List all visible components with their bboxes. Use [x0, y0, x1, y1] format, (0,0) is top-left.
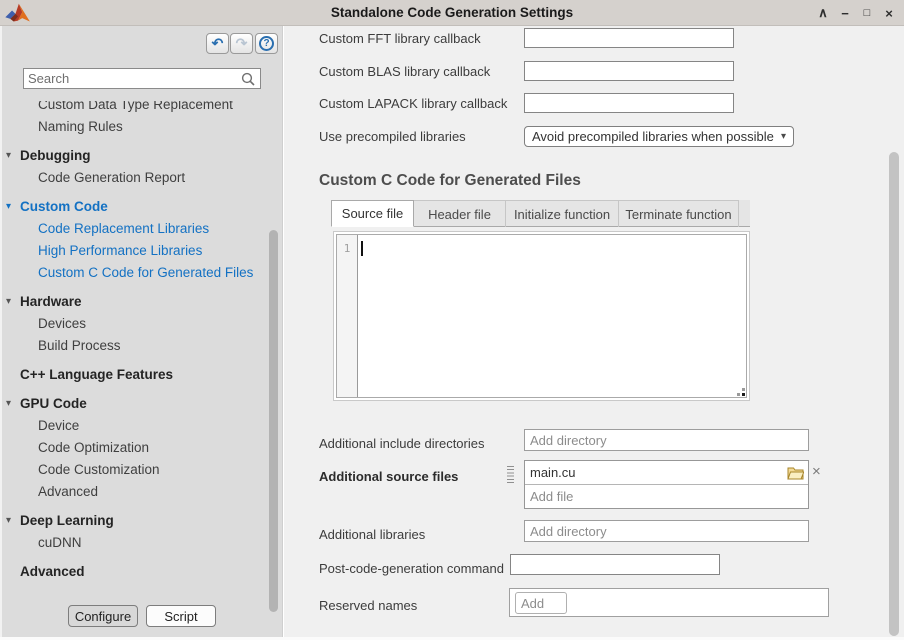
blas-callback-input[interactable]	[524, 61, 734, 81]
sidebar-scrollbar[interactable]	[269, 230, 278, 612]
settings-sidebar	[0, 26, 283, 637]
back-arrow-icon: ↶	[211, 35, 224, 51]
custom-code-tabstrip	[331, 200, 750, 227]
sidebar-group-cpp-language-features[interactable]	[0, 364, 266, 386]
add-file-row[interactable]	[525, 485, 808, 508]
code-editor	[336, 234, 747, 398]
sidebar-group-hardware[interactable]	[0, 291, 266, 313]
window-title: Standalone Code Generation Settings	[330, 5, 574, 20]
sidebar-item-devices[interactable]	[0, 313, 266, 335]
forward-button[interactable]	[230, 33, 253, 54]
add-file-placeholder: Add file	[530, 489, 574, 504]
sidebar-item-code-customization[interactable]	[0, 459, 266, 481]
sidebar-item-label: Code Optimization	[38, 440, 150, 455]
custom-c-code-section-title: Custom C Code for Generated Files	[319, 172, 581, 189]
sidebar-toolbar	[0, 33, 283, 57]
lapack-callback-input[interactable]	[524, 93, 734, 113]
sidebar-group-custom-code[interactable]	[0, 196, 266, 218]
sidebar-item-high-performance-libraries[interactable]	[0, 240, 266, 262]
sidebar-item-device[interactable]	[0, 415, 266, 437]
sidebar-item-label: Code Customization	[38, 462, 160, 477]
reserved-names-add-input[interactable]	[515, 592, 567, 614]
minimize-window-icon[interactable]: −	[841, 5, 849, 21]
collapse-arrow-icon[interactable]: ▾	[6, 201, 12, 212]
title-bar	[0, 0, 904, 26]
maximize-window-icon[interactable]: □	[863, 7, 871, 19]
collapse-arrow-icon[interactable]: ▾	[6, 515, 12, 526]
drag-handle-icon[interactable]	[507, 466, 514, 484]
sidebar-item-naming-rules[interactable]	[0, 116, 266, 138]
script-button[interactable]: Script	[146, 605, 216, 627]
sidebar-item-label: Code Replacement Libraries	[38, 221, 210, 236]
sidebar-item-label: Custom C Code for Generated Files	[38, 265, 254, 280]
tab-header-file[interactable]: Header file	[414, 200, 506, 227]
collapse-arrow-icon[interactable]: ▾	[6, 296, 12, 307]
code-editor-frame	[333, 231, 750, 401]
sidebar-item-label: Naming Rules	[38, 119, 123, 134]
sidebar-item-label: High Performance Libraries	[38, 243, 203, 258]
sidebar-item-label: Device	[38, 418, 80, 433]
window-controls	[812, 0, 900, 26]
postcode-command-input[interactable]	[510, 554, 720, 575]
sidebar-item-label: Code Generation Report	[38, 170, 186, 185]
source-file-row[interactable]	[525, 461, 808, 485]
back-button[interactable]	[206, 33, 229, 54]
line-number: 1	[343, 242, 351, 255]
tab-source-file[interactable]: Source file	[331, 200, 414, 227]
sidebar-item-code-generation-report[interactable]	[0, 167, 266, 189]
sidebar-item-code-replacement-libraries[interactable]	[0, 218, 266, 240]
chevron-down-icon: ▾	[780, 131, 786, 142]
sidebar-item-custom-data-type-replacement[interactable]	[0, 101, 266, 116]
help-icon: ?	[259, 36, 274, 51]
precompiled-libraries-label: Use precompiled libraries	[319, 129, 466, 144]
fft-callback-input[interactable]	[524, 28, 734, 48]
dropdown-selected-value: Avoid precompiled libraries when possible	[532, 129, 774, 144]
text-cursor	[361, 241, 363, 256]
reserved-add-placeholder: Add	[521, 595, 545, 611]
precompiled-libraries-dropdown[interactable]	[524, 126, 794, 147]
source-file-name: main.cu	[530, 465, 576, 480]
remove-file-icon[interactable]: ×	[812, 463, 821, 480]
sidebar-item-label: cuDNN	[38, 535, 82, 550]
shade-window-icon[interactable]: ∧	[818, 5, 828, 20]
sidebar-item-label: Hardware	[20, 294, 82, 309]
sidebar-item-label: Debugging	[20, 148, 91, 163]
sidebar-item-cudnn[interactable]	[0, 532, 266, 554]
settings-main-panel	[284, 26, 904, 637]
sidebar-action-buttons	[0, 605, 283, 629]
settings-tree	[0, 101, 266, 606]
collapse-arrow-icon[interactable]: ▾	[6, 150, 12, 161]
sidebar-item-advanced-gpu[interactable]	[0, 481, 266, 503]
reserved-names-label: Reserved names	[319, 598, 418, 613]
sidebar-group-debugging[interactable]	[0, 145, 266, 167]
collapse-arrow-icon[interactable]: ▾	[6, 398, 12, 409]
line-number-gutter	[337, 235, 358, 397]
forward-arrow-icon: ↷	[235, 35, 248, 51]
postcode-command-label: Post-code-generation command	[319, 561, 504, 576]
sidebar-group-gpu-code[interactable]	[0, 393, 266, 415]
sidebar-item-label: Build Process	[38, 338, 121, 353]
sidebar-item-label: C++ Language Features	[20, 367, 174, 382]
sidebar-item-label: GPU Code	[20, 396, 87, 411]
blas-callback-label: Custom BLAS library callback	[319, 64, 491, 79]
code-text-area[interactable]	[358, 235, 746, 397]
help-button[interactable]	[255, 33, 278, 54]
sidebar-item-label: Advanced	[20, 564, 85, 579]
main-scrollbar[interactable]	[889, 152, 899, 636]
configure-button[interactable]: Configure	[68, 605, 138, 627]
sidebar-item-label: Custom Code	[20, 199, 108, 214]
lapack-callback-label: Custom LAPACK library callback	[319, 96, 508, 111]
sidebar-item-build-process[interactable]	[0, 335, 266, 357]
sidebar-group-deep-learning[interactable]	[0, 510, 266, 532]
search-box	[23, 68, 261, 89]
search-icon	[241, 72, 255, 86]
tab-initialize-function[interactable]: Initialize function	[506, 200, 619, 227]
additional-libraries-label: Additional libraries	[319, 527, 426, 542]
include-directories-input[interactable]	[524, 429, 809, 451]
sidebar-group-advanced[interactable]	[0, 561, 266, 583]
search-input[interactable]	[24, 71, 241, 86]
sidebar-item-custom-c-code-for-generated-files[interactable]	[0, 262, 266, 284]
sidebar-item-label: Advanced	[38, 484, 99, 499]
sidebar-item-code-optimization[interactable]	[0, 437, 266, 459]
reserved-names-box[interactable]	[509, 588, 829, 617]
include-directories-label: Additional include directories	[319, 436, 485, 451]
close-window-icon[interactable]: ×	[885, 5, 893, 21]
browse-folder-icon[interactable]	[787, 466, 804, 480]
sidebar-item-label: Deep Learning	[20, 513, 114, 528]
resize-grip-icon[interactable]	[742, 393, 745, 396]
sidebar-item-label: Devices	[38, 316, 87, 331]
tab-terminate-function[interactable]: Terminate function	[619, 200, 739, 227]
additional-libraries-input[interactable]	[524, 520, 809, 542]
source-files-label: Additional source files	[319, 469, 459, 484]
source-files-list	[524, 460, 809, 509]
sidebar-item-label: Custom Data Type Replacement	[38, 101, 233, 112]
fft-callback-label: Custom FFT library callback	[319, 31, 481, 46]
